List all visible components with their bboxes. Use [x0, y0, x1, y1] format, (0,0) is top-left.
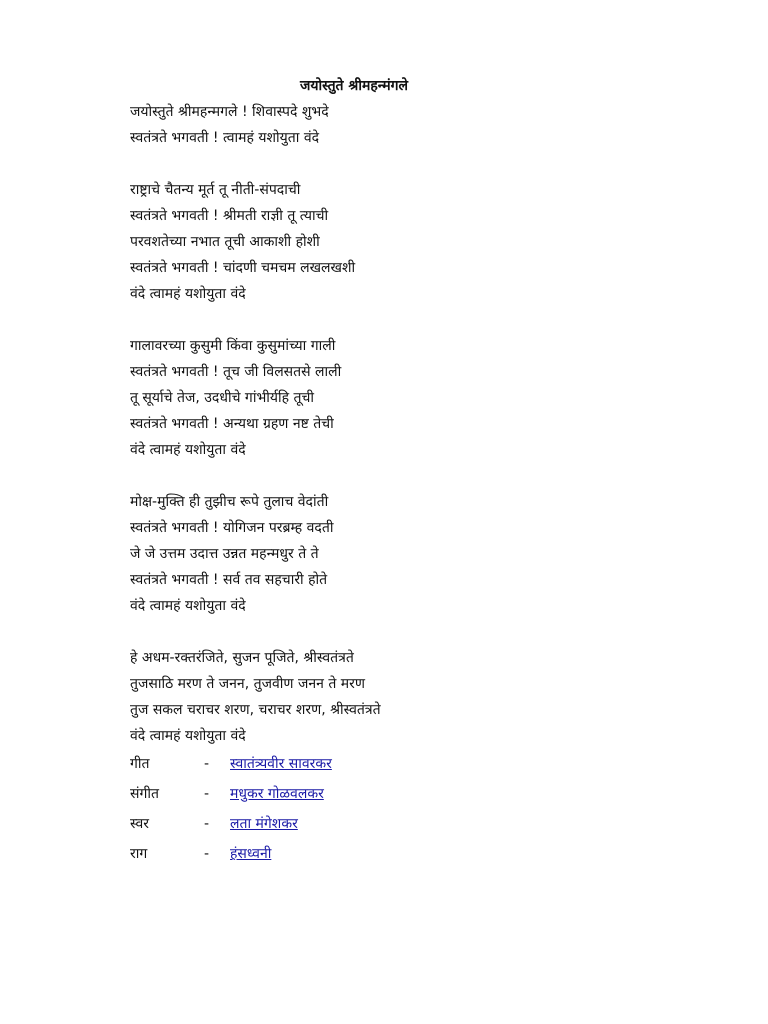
lyric-line: मोक्ष-मुक्ति ही तुझीच रूपे तुलाच वेदांती	[130, 494, 329, 510]
credit-row-voice	[130, 809, 690, 839]
lyric-line: जे जे उत्तम उदात्त उन्नत महन्मधुर ते ते	[130, 546, 319, 562]
lyric-line: वंदे त्वामहं यशोयुता वंदे	[130, 728, 246, 744]
lyric-line: तू सूर्याचे तेज, उदधीचे गांभीर्यहि तूची	[130, 390, 315, 406]
credit-dash: -	[204, 756, 210, 772]
stanza-3	[130, 333, 690, 463]
credit-label: स्वर	[130, 816, 149, 832]
stanza-4	[130, 489, 690, 619]
credit-row-lyrics	[130, 749, 690, 779]
stanza-5	[130, 645, 690, 749]
lyric-line: स्वतंत्रते भगवती ! तूच जी विलसतसे लाली	[130, 364, 342, 380]
credit-label: राग	[130, 846, 148, 862]
lyric-line: तुज सकल चराचर शरण, चराचर शरण, श्रीस्वतंत्रते	[130, 702, 381, 718]
lyric-line: स्वतंत्रते भगवती ! अन्यथा ग्रहण नष्ट तेची	[130, 416, 334, 432]
lyric-line: जयोस्तुते श्रीमहन्मगले ! शिवास्पदे शुभदे	[130, 104, 329, 120]
credit-row-music	[130, 779, 690, 809]
credit-dash: -	[204, 846, 210, 862]
lyric-line: राष्ट्राचे चैतन्य मूर्त तू नीती-संपदाची	[130, 182, 301, 198]
lyric-line: वंदे त्वामहं यशोयुता वंदे	[130, 598, 246, 614]
lyric-line: स्वतंत्रते भगवती ! श्रीमती राज्ञी तू त्याची	[130, 208, 329, 224]
lyric-line: हे अधम-रक्तरंजिते, सुजन पूजिते, श्रीस्वतंत्रते	[130, 650, 354, 666]
lyric-line: स्वतंत्रते भगवती ! त्वामहं यशोयुता वंदे	[130, 130, 320, 146]
credit-row-raga	[130, 839, 690, 869]
credit-link-raga[interactable]: हंसध्वनी	[230, 846, 272, 862]
song-credits	[130, 749, 690, 869]
lyric-line: स्वतंत्रते भगवती ! योगिजन परब्रम्ह वदती	[130, 520, 334, 536]
credit-link-lyricist[interactable]: स्वातंत्र्यवीर सावरकर	[230, 756, 332, 772]
credit-dash: -	[204, 816, 210, 832]
credit-label: संगीत	[130, 786, 159, 802]
credit-link-composer[interactable]: मधुकर गोळवलकर	[230, 786, 324, 802]
credit-label: गीत	[130, 756, 150, 772]
lyric-line: परवशतेच्या नभात तूची आकाशी होशी	[130, 234, 320, 250]
lyric-line: वंदे त्वामहं यशोयुता वंदे	[130, 286, 246, 302]
song-lyrics	[130, 99, 690, 869]
lyric-line: स्वतंत्रते भगवती ! सर्व तव सहचारी होते	[130, 572, 328, 588]
credit-dash: -	[204, 786, 210, 802]
lyric-line: वंदे त्वामहं यशोयुता वंदे	[130, 442, 246, 458]
lyric-line: तुजसाठि मरण ते जनन, तुजवीण जनन ते मरण	[130, 676, 365, 692]
song-title: जयोस्तुते श्रीमहन्मंगले	[300, 78, 408, 94]
credit-link-singer[interactable]: लता मंगेशकर	[230, 816, 298, 832]
stanza-2	[130, 177, 690, 307]
lyric-line: स्वतंत्रते भगवती ! चांदणी चमचम लखलखशी	[130, 260, 356, 276]
stanza-1	[130, 99, 690, 151]
lyric-line: गालावरच्या कुसुमी किंवा कुसुमांच्या गाली	[130, 338, 336, 354]
